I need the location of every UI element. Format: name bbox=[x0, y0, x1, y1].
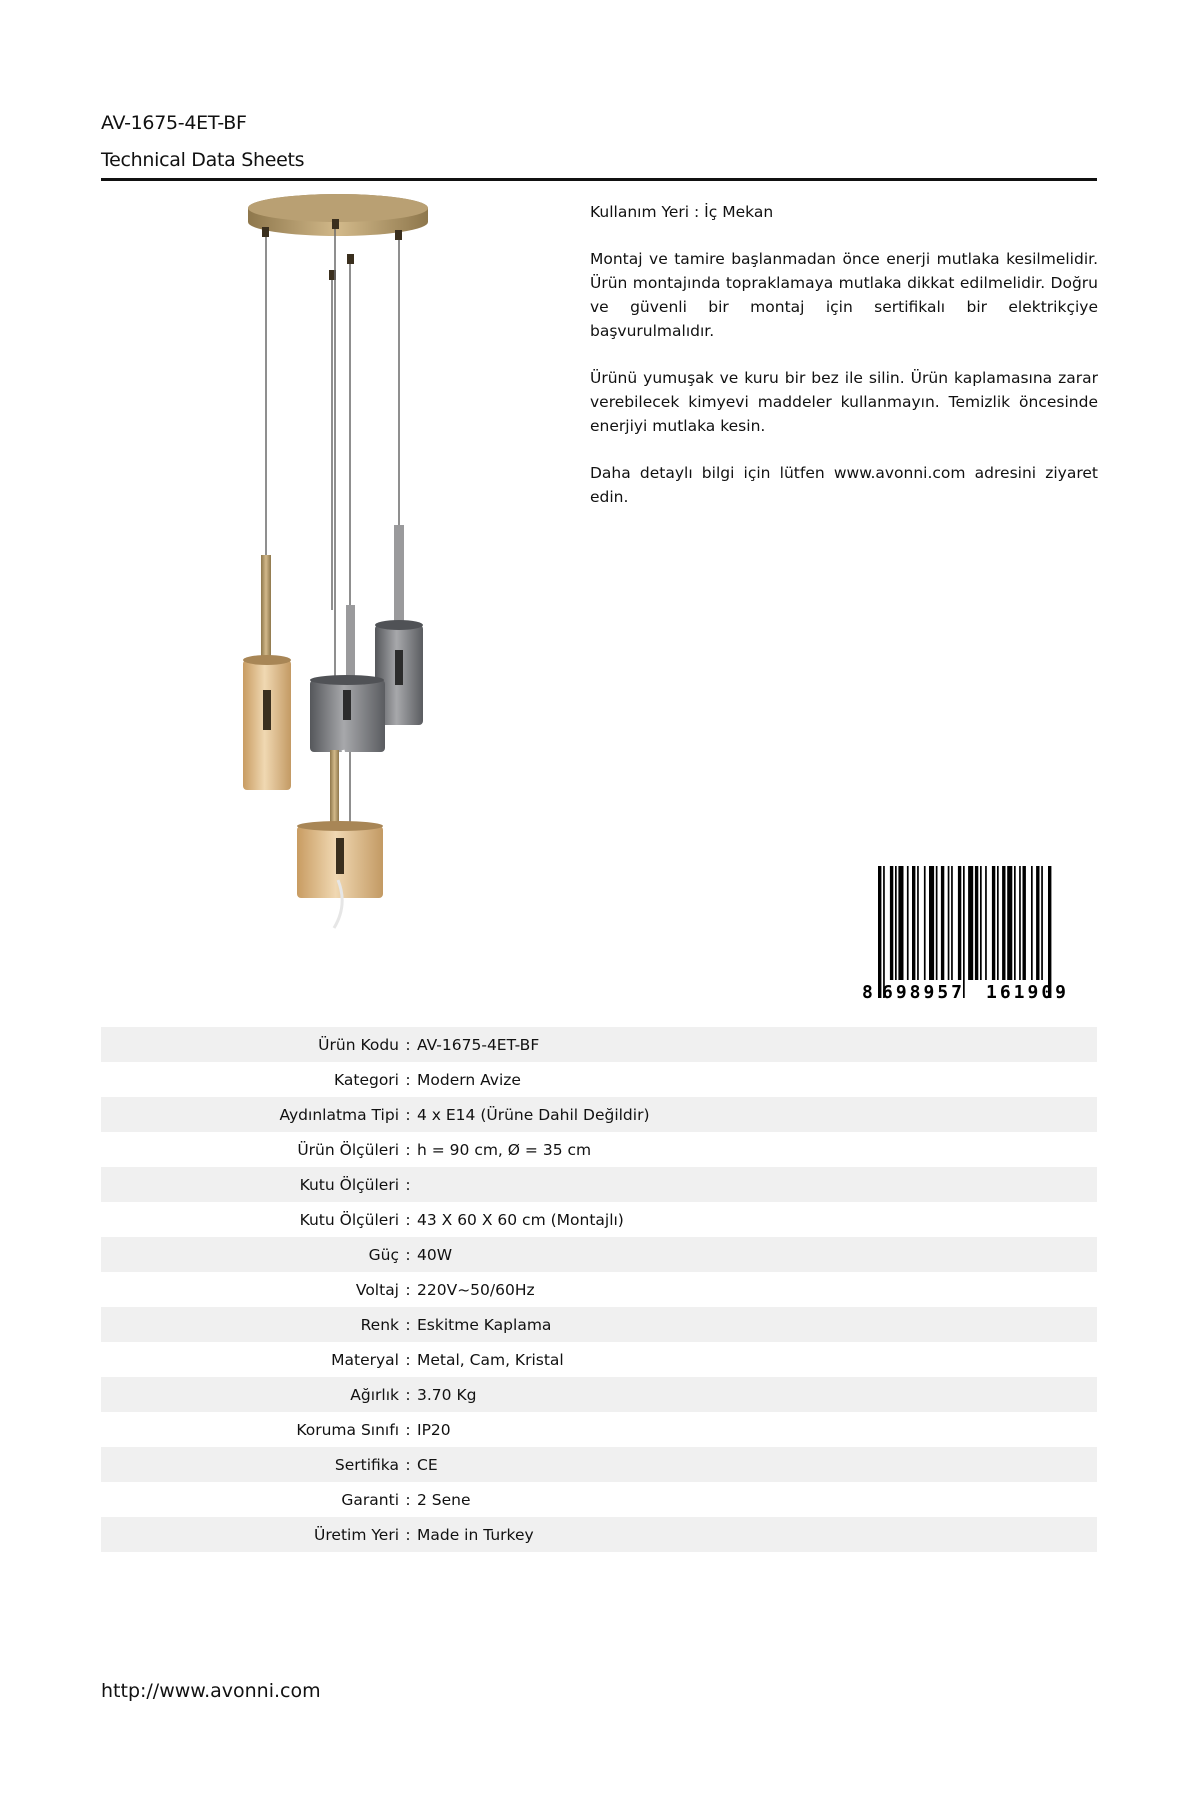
barcode-bar bbox=[1014, 866, 1016, 980]
installation-text: Montaj ve tamire başlanmadan önce enerji mutlaka kesilmelidir. Ürün montajında topraklamaya mutlaka dikkat edilmelidir. Doğru ve güvenli bir montaj için sertifikalı bir elektrikçiye başvurulmalıdır. bbox=[590, 250, 1098, 340]
spec-label: Kategori bbox=[333, 1070, 399, 1089]
barcode-bar bbox=[1023, 866, 1026, 980]
barcode-bar bbox=[948, 866, 950, 980]
spec-value: 40W bbox=[417, 1245, 453, 1264]
spec-label: Üretim Yeri bbox=[314, 1525, 399, 1544]
spec-row bbox=[101, 1132, 1097, 1167]
spec-label: Renk bbox=[360, 1315, 399, 1334]
spec-label: Kutu Ölçüleri bbox=[299, 1210, 399, 1229]
spec-separator: : bbox=[405, 1105, 411, 1124]
spec-label: Sertifika bbox=[334, 1455, 399, 1474]
spec-separator: : bbox=[405, 1140, 411, 1159]
spec-label: Garanti bbox=[341, 1490, 399, 1509]
barcode-bar bbox=[997, 866, 999, 980]
spec-value: AV-1675-4ET-BF bbox=[417, 1035, 540, 1054]
spec-value: 220V~50/60Hz bbox=[417, 1280, 535, 1299]
barcode-bar bbox=[985, 866, 987, 980]
barcode-bar bbox=[951, 866, 953, 980]
spec-label: Voltaj bbox=[355, 1280, 399, 1299]
barcode-bar bbox=[1048, 866, 1051, 998]
spec-table bbox=[101, 1027, 1097, 1552]
barcode-bar bbox=[1002, 866, 1005, 980]
product-image bbox=[210, 190, 580, 980]
spec-label: Ürün Ölçüleri bbox=[297, 1140, 399, 1159]
spec-row bbox=[101, 1062, 1097, 1097]
spec-separator: : bbox=[405, 1280, 411, 1299]
barcode-bar bbox=[980, 866, 982, 980]
barcode bbox=[858, 864, 1098, 1004]
barcode-first-digit: 8 bbox=[862, 982, 873, 1003]
pendant-rod bbox=[261, 555, 271, 665]
spec-label: Ürün Kodu bbox=[318, 1035, 399, 1054]
spec-value: 4 x E14 (Ürüne Dahil Değildir) bbox=[417, 1105, 650, 1124]
spec-separator: : bbox=[405, 1420, 411, 1439]
barcode-bar bbox=[883, 866, 885, 998]
spec-row bbox=[101, 1342, 1097, 1377]
spec-value: IP20 bbox=[417, 1420, 451, 1439]
spec-row bbox=[101, 1517, 1097, 1552]
barcode-bar bbox=[1007, 866, 1012, 980]
spec-row bbox=[101, 1167, 1097, 1202]
spec-value: 2 Sene bbox=[417, 1490, 471, 1509]
spec-value: Modern Avize bbox=[417, 1070, 521, 1089]
pendant-rod bbox=[330, 750, 339, 830]
spec-separator: : bbox=[405, 1245, 411, 1264]
product-code-heading: AV-1675-4ET-BF bbox=[101, 112, 247, 134]
barcode-bar bbox=[878, 866, 881, 998]
usage-text: Kullanım Yeri : İç Mekan bbox=[590, 203, 774, 221]
document-subtitle: Technical Data Sheets bbox=[101, 149, 305, 171]
pendant-rod bbox=[346, 605, 355, 685]
barcode-left-digits: 698957 bbox=[882, 982, 966, 1003]
spec-value: Eskitme Kaplama bbox=[417, 1315, 552, 1334]
spec-label: Aydınlatma Tipi bbox=[279, 1105, 399, 1124]
pendant-rod bbox=[394, 525, 404, 630]
barcode-bar bbox=[929, 866, 934, 980]
spec-separator: : bbox=[405, 1210, 411, 1229]
barcode-bar bbox=[968, 866, 973, 980]
spec-row bbox=[101, 1272, 1097, 1307]
spec-value: h = 90 cm, Ø = 35 cm bbox=[417, 1140, 592, 1159]
info-section bbox=[590, 200, 1098, 532]
more-info-text: Daha detaylı bilgi için lütfen www.avonni.com adresini ziyaret edin. bbox=[590, 464, 1098, 506]
spec-separator: : bbox=[405, 1070, 411, 1089]
spec-label: Koruma Sınıfı bbox=[296, 1420, 399, 1439]
barcode-bar bbox=[975, 866, 978, 980]
spec-label: Ağırlık bbox=[350, 1385, 399, 1404]
spec-row bbox=[101, 1202, 1097, 1237]
spec-separator: : bbox=[405, 1035, 411, 1054]
barcode-bar bbox=[1036, 866, 1039, 980]
spec-separator: : bbox=[405, 1385, 411, 1404]
barcode-bar bbox=[895, 866, 897, 980]
barcode-bar bbox=[917, 866, 919, 980]
spec-separator: : bbox=[405, 1315, 411, 1334]
spec-separator: : bbox=[405, 1525, 411, 1544]
spec-value: Made in Turkey bbox=[417, 1525, 534, 1544]
barcode-bar bbox=[958, 866, 961, 980]
spec-row bbox=[101, 1447, 1097, 1482]
spec-separator: : bbox=[405, 1455, 411, 1474]
spec-row bbox=[101, 1307, 1097, 1342]
barcode-bar bbox=[1031, 866, 1033, 980]
footer-url: http://www.avonni.com bbox=[101, 1680, 321, 1702]
spec-row bbox=[101, 1237, 1097, 1272]
spec-row bbox=[101, 1412, 1097, 1447]
spec-label: Kutu Ölçüleri bbox=[299, 1175, 399, 1194]
spec-value: 3.70 Kg bbox=[417, 1385, 477, 1404]
spec-label: Materyal bbox=[331, 1350, 399, 1369]
barcode-bar bbox=[890, 866, 893, 980]
spec-separator: : bbox=[405, 1350, 411, 1369]
barcode-bar bbox=[912, 866, 915, 980]
cleaning-text: Ürünü yumuşak ve kuru bir bez ile silin. Ürün kaplamasına zarar verebilecek kimyevi maddeler kullanmayın. Temizlik öncesinde enerjiyi mutlaka kesin. bbox=[590, 369, 1098, 435]
barcode-bar bbox=[1041, 866, 1043, 980]
spec-row bbox=[101, 1377, 1097, 1412]
barcode-bar bbox=[941, 866, 944, 980]
spec-label: Güç bbox=[368, 1245, 399, 1264]
spec-separator: : bbox=[405, 1175, 411, 1194]
barcode-bar bbox=[924, 866, 926, 980]
spec-separator: : bbox=[405, 1490, 411, 1509]
barcode-bars bbox=[878, 866, 1051, 998]
spec-row bbox=[101, 1027, 1097, 1062]
barcode-bar bbox=[992, 866, 995, 980]
spec-value: CE bbox=[417, 1455, 438, 1474]
header-divider bbox=[101, 178, 1097, 181]
barcode-bar bbox=[907, 866, 909, 980]
barcode-bar bbox=[1019, 866, 1021, 980]
barcode-bar bbox=[898, 866, 903, 980]
spec-value: 43 X 60 X 60 cm (Montajlı) bbox=[417, 1210, 624, 1229]
spec-value: Metal, Cam, Kristal bbox=[417, 1350, 564, 1369]
barcode-bar bbox=[936, 866, 938, 980]
spec-row bbox=[101, 1097, 1097, 1132]
barcode-right-digits: 161909 bbox=[986, 982, 1070, 1003]
spec-row bbox=[101, 1482, 1097, 1517]
barcode-bar bbox=[963, 866, 965, 998]
